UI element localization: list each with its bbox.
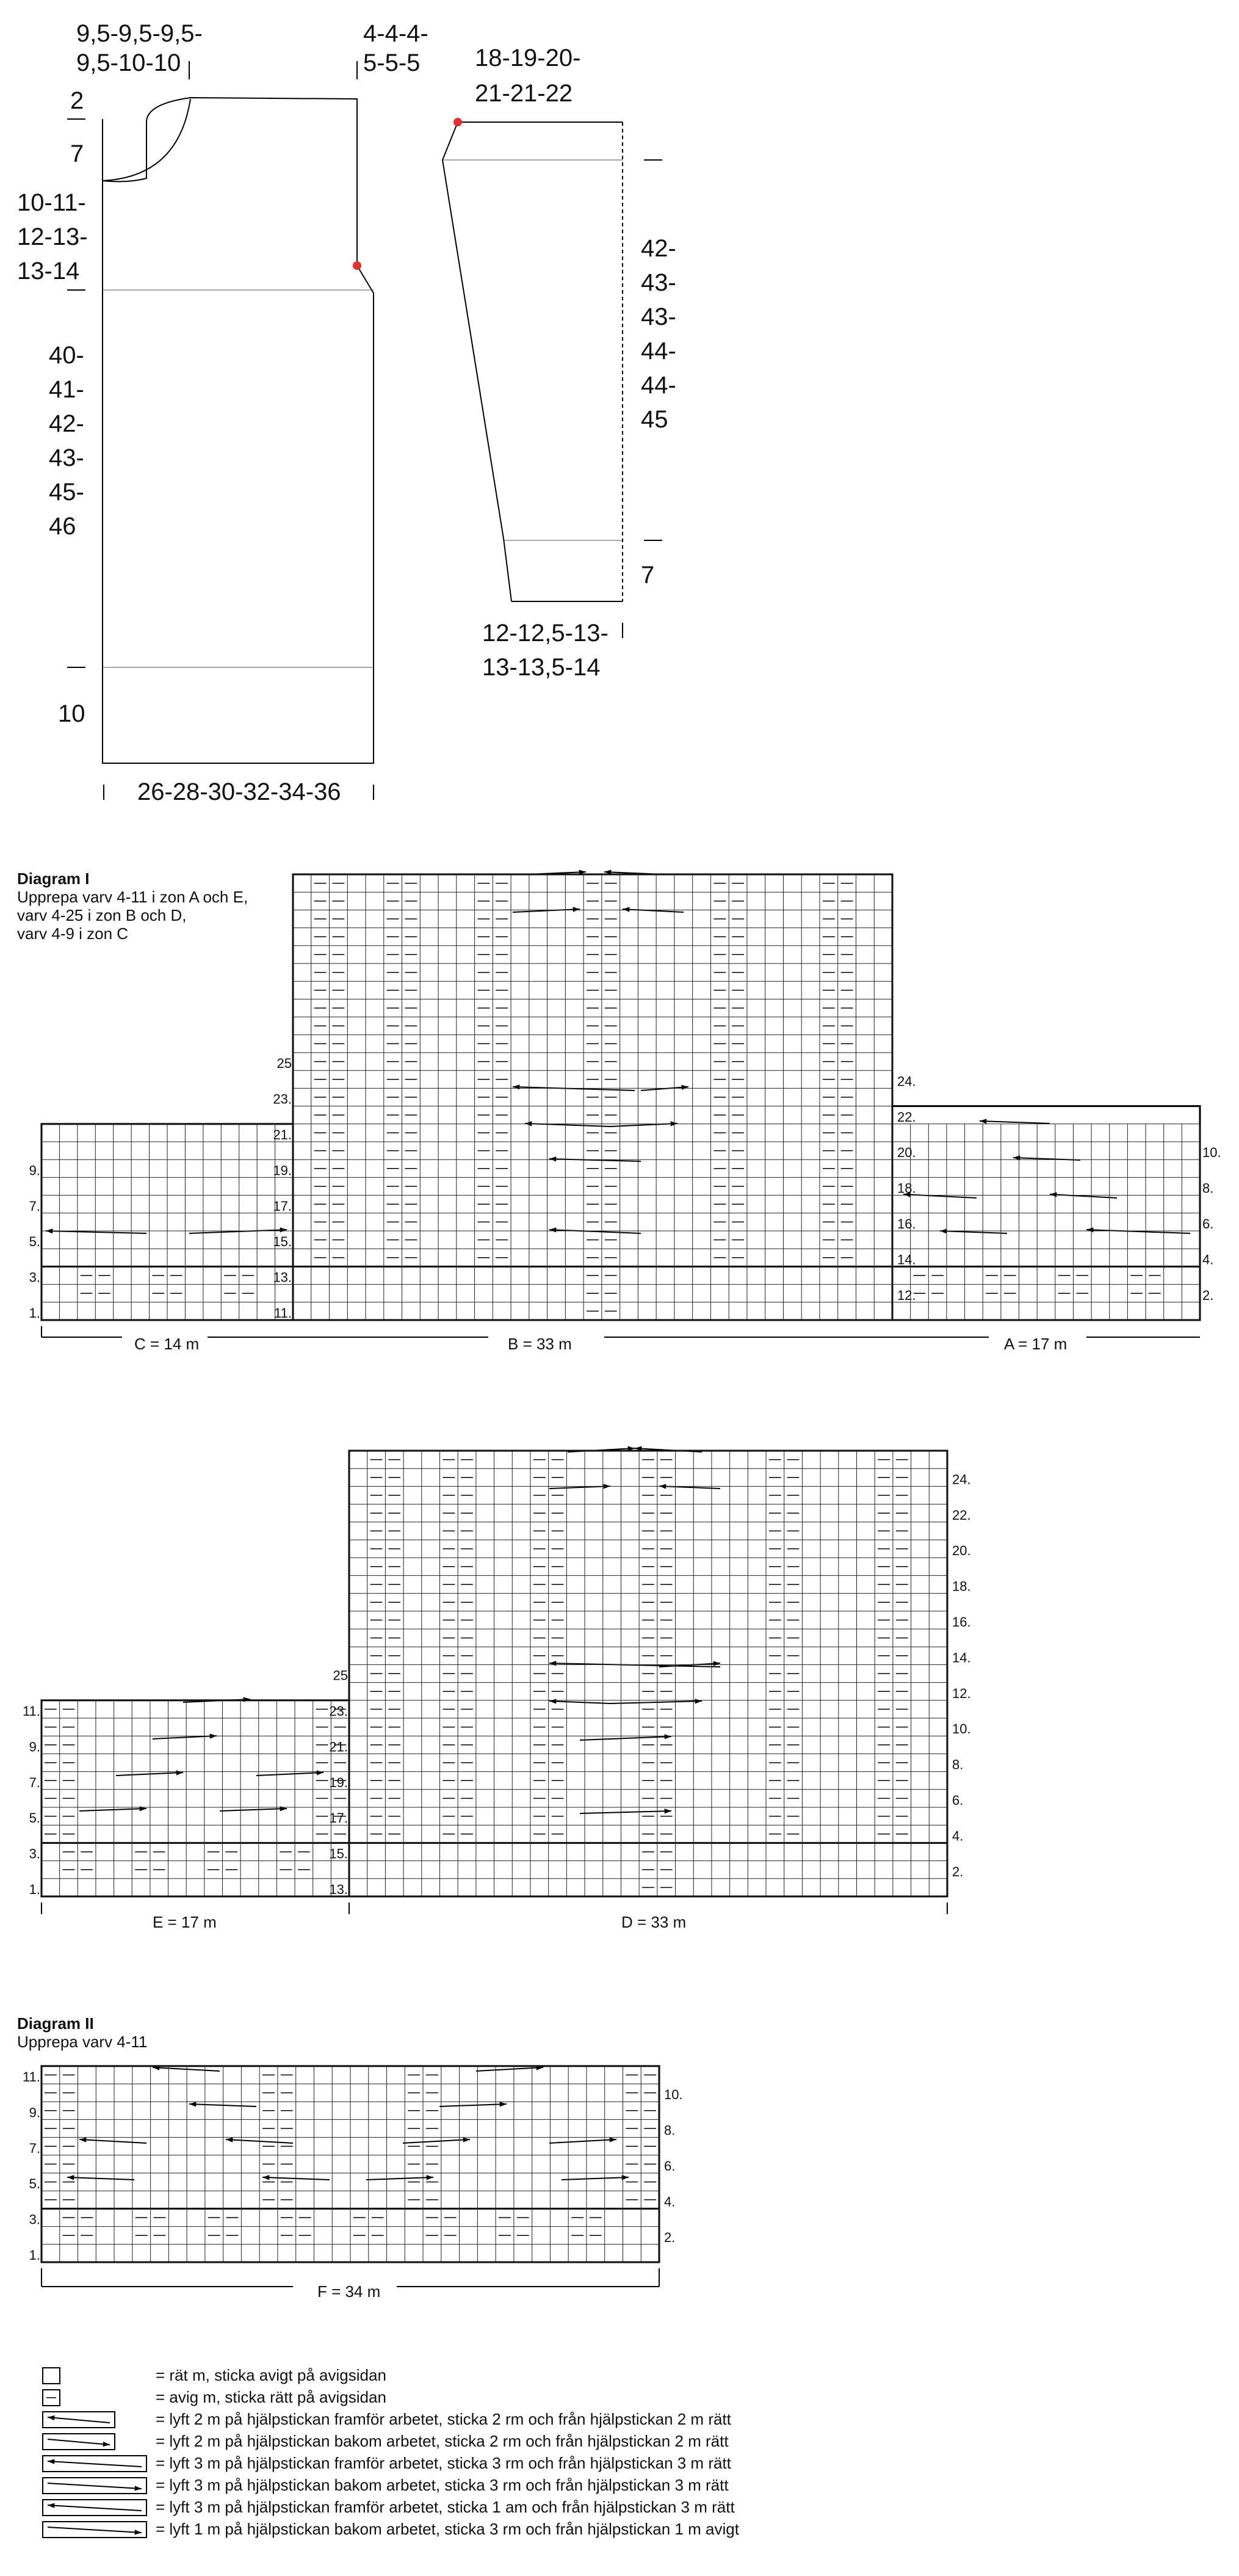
arrow-head: [226, 2138, 233, 2142]
row-number: 11.: [274, 1305, 292, 1321]
diagram1-title: Diagram I: [17, 869, 90, 888]
arrow-head: [980, 1119, 986, 1123]
armhole-label: 10-11-12-13-13-14: [17, 189, 88, 285]
legend: [43, 2366, 740, 2538]
arrow-head: [67, 2175, 74, 2180]
arrow-head: [549, 1156, 556, 1161]
diagram1-note-1: Upprepa varv 4-11 i zon A och E,: [17, 888, 248, 906]
row-number: 6.: [952, 1793, 964, 1808]
zone-d-label: D = 33 m: [621, 1913, 687, 1931]
diagram1-upper: [29, 869, 1221, 1337]
arrow-head: [135, 2530, 142, 2534]
row-number: 3.: [29, 1269, 40, 1285]
row-number: 2.: [1202, 1287, 1214, 1303]
row-number: 2.: [664, 2229, 676, 2245]
arrow-head: [48, 2459, 54, 2464]
cable-arrow: [1086, 1230, 1190, 1233]
row-number: 1.: [29, 2248, 40, 2263]
diagram2-note: Upprepa varv 4-11: [17, 2033, 148, 2051]
cable-arrow: [562, 2177, 629, 2180]
row-number: 10.: [664, 2087, 683, 2103]
row-number: 25: [276, 1056, 292, 1072]
arrow-head: [79, 2138, 86, 2142]
arrow-head: [713, 1661, 720, 1666]
row-number: 22.: [952, 1507, 971, 1523]
zone-a-label: A = 17 m: [1004, 1335, 1067, 1353]
cable-arrow: [940, 1231, 1007, 1233]
diagram1-note-3: varv 4-9 i zon C: [17, 924, 129, 943]
cable-arrow: [48, 2483, 142, 2489]
cable-arrow: [116, 1772, 183, 1776]
row-number: 11.: [23, 2069, 40, 2084]
cable-arrow: [153, 2067, 220, 2071]
row-number: 20.: [952, 1543, 971, 1559]
cable-arrow: [48, 2439, 110, 2445]
legend-item-7: = lyft 3 m på hjälpstickan framför arbetet, sticka 1 am och från hjälpstickan 3 m rätt: [156, 2498, 735, 2516]
row-number: 21.: [273, 1127, 292, 1142]
row-number: 9.: [29, 2105, 40, 2121]
zone-c-grid: [42, 1124, 293, 1320]
row-number: 23.: [273, 1091, 292, 1107]
cable-arrow: [48, 2527, 142, 2533]
cable-arrow: [79, 1809, 146, 1811]
marker-dot: [353, 261, 361, 270]
neck-width-label: 9,5-9,5-9,5-9,5-10-10: [76, 20, 203, 76]
legend-item-5: = lyft 3 m på hjälpstickan framför arbetet, sticka 3 rm och från hjälpstickan 3 m rätt: [156, 2454, 731, 2472]
arrow-head: [176, 1770, 183, 1775]
legend-item-6: = lyft 3 m på hjälpstickan bakom arbetet, sticka 3 rm och från hjälpstickan 3 m rätt: [156, 2476, 729, 2494]
row-number: 5.: [29, 1810, 40, 1826]
row-number: 7.: [29, 1774, 40, 1790]
sleeve-outline: [442, 122, 623, 601]
legend-item-8: = lyft 1 m på hjälpstickan bakom arbetet, sticka 3 rm och från hjälpstickan 1 m avigt: [156, 2520, 739, 2538]
row-number: 13.: [329, 1882, 348, 1897]
sleeve-bottom-label: 12-12,5-13-13-13,5-14: [482, 620, 609, 681]
legend-item-3: = lyft 2 m på hjälpstickan framför arbetet, sticka 2 rm och från hjälpstickan 2 m rätt: [156, 2410, 731, 2428]
row-number: 10.: [952, 1721, 971, 1737]
cable-arrow: [153, 1736, 217, 1739]
row-number: 23.: [329, 1703, 348, 1719]
body-schematic: [67, 61, 374, 800]
row-number: 9.: [29, 1163, 40, 1178]
diagram1-lower: [23, 1446, 971, 1914]
row-number: 11.: [23, 1703, 40, 1719]
row-number: 19.: [273, 1163, 292, 1178]
arrow-head: [317, 1770, 323, 1775]
row-number: 25: [333, 1667, 348, 1683]
row-number: 18.: [897, 1180, 916, 1196]
arrow-head: [280, 1227, 287, 1232]
cable-arrow: [641, 1087, 688, 1090]
row-number: 8.: [1202, 1180, 1214, 1196]
arrow-head: [135, 2486, 142, 2491]
neck-drop-label: 7: [70, 140, 84, 167]
row-number: 8.: [664, 2122, 676, 2138]
sleeve-schematic: [442, 118, 662, 638]
row-number: 6.: [1202, 1216, 1214, 1232]
legend-item-4: = lyft 2 m på hjälpstickan bakom arbetet, sticka 2 rm och från hjälpstickan 2 m rätt: [156, 2432, 729, 2450]
shoulder-width-label: 4-4-4-5-5-5: [363, 20, 428, 76]
cable-arrow: [549, 1701, 610, 1703]
cable-arrow: [1050, 1194, 1117, 1198]
zone-e-grid: [42, 1700, 349, 1896]
diagram2-title: Diagram II: [17, 2014, 94, 2033]
row-number: 14.: [952, 1650, 971, 1666]
cable-arrow: [48, 2505, 142, 2511]
cable-arrow: [513, 909, 580, 912]
row-number: 12.: [952, 1685, 971, 1701]
sleeve-marker-dot: [453, 118, 462, 126]
row-number: 3.: [29, 2211, 40, 2227]
cable-arrow: [580, 1736, 671, 1740]
cable-arrow: [549, 2139, 616, 2143]
arrow-head: [189, 2102, 196, 2106]
arrow-head: [623, 907, 629, 912]
knit-symbol: [43, 2368, 60, 2384]
arrow-head: [1086, 1227, 1093, 1232]
zone-f-label: F = 34 m: [317, 2282, 381, 2301]
arrow-head: [695, 1699, 702, 1703]
sleeve-rib-label: 7: [641, 562, 655, 589]
arrow-head: [463, 2138, 470, 2142]
arrow-head: [549, 1699, 556, 1703]
row-number: 24.: [897, 1073, 916, 1089]
cable-arrow: [439, 2104, 507, 2106]
cable-arrow: [580, 1811, 671, 1813]
row-number: 1.: [29, 1305, 40, 1321]
zone-a-grid: [892, 1124, 1200, 1320]
diagram1-note-2: varv 4-25 i zon B och D,: [17, 906, 187, 924]
zone-c-label: C = 14 m: [134, 1335, 200, 1353]
row-number: 17.: [273, 1198, 292, 1214]
row-number: 15.: [329, 1846, 348, 1862]
row-number: 24.: [952, 1471, 971, 1487]
diagram2: [23, 2066, 683, 2287]
row-number: 4.: [1202, 1252, 1214, 1268]
arrow-head: [549, 1661, 556, 1666]
row-number: 6.: [664, 2158, 676, 2174]
arrow-head: [1050, 1192, 1057, 1197]
arrow-head: [427, 2175, 433, 2180]
row-number: 4.: [664, 2194, 676, 2210]
row-number: 16.: [897, 1216, 916, 1232]
body-length-label: 40-41-42-43-45-46: [49, 342, 84, 540]
cable-arrow: [48, 2417, 110, 2423]
cable-arrow: [256, 1772, 323, 1776]
legend-symbols: [43, 2368, 146, 2538]
arrow-head: [262, 2175, 269, 2180]
sleeve-top-label: 18-19-20-21-21-22: [475, 45, 581, 107]
arrow-head: [48, 2503, 54, 2508]
cable-arrow: [189, 2104, 256, 2106]
arrow-head: [244, 1697, 250, 1702]
cable-arrow: [549, 1159, 641, 1161]
row-number: 5.: [29, 1234, 40, 1250]
legend-item-2: = avig m, sticka rätt på avigsidan: [156, 2388, 386, 2406]
arrow-head: [573, 907, 580, 912]
row-number: 18.: [952, 1578, 971, 1594]
row-number: 20.: [897, 1145, 916, 1161]
arrow-head: [610, 2138, 616, 2142]
row-number: 1.: [29, 1882, 40, 1897]
row-number: 17.: [329, 1810, 348, 1826]
rib-length-label: 10: [58, 700, 85, 727]
body-width-label: 26-28-30-32-34-36: [137, 778, 341, 805]
cable-arrow: [549, 1230, 641, 1233]
row-number: 7.: [29, 2140, 40, 2156]
row-number: 10.: [1202, 1145, 1221, 1161]
row-number: 14.: [897, 1252, 916, 1268]
row-number: 2.: [952, 1863, 964, 1879]
cable-arrow: [79, 2139, 146, 2143]
sleeve-length-label: 42-43-43-44-44-45: [641, 235, 676, 433]
row-number: 19.: [329, 1774, 348, 1790]
neck-depth-label: 2: [70, 87, 84, 114]
cable-arrow: [610, 1701, 702, 1703]
row-number: 3.: [29, 1846, 40, 1862]
zone-f-grid: [42, 2066, 659, 2262]
cable-arrow: [513, 1087, 635, 1090]
row-number: 8.: [952, 1757, 964, 1772]
row-number: 9.: [29, 1739, 40, 1755]
legend-item-1: = rät m, sticka avigt på avigsidan: [156, 2366, 386, 2384]
arrow-head: [549, 1227, 556, 1232]
row-number: 4.: [952, 1828, 964, 1844]
row-number: 16.: [952, 1614, 971, 1630]
zone-b-label: B = 33 m: [508, 1335, 572, 1353]
arrow-head: [665, 1734, 671, 1739]
arrow-head: [500, 2102, 507, 2106]
cable-arrow: [48, 2461, 142, 2467]
cable-arrow: [189, 1230, 287, 1233]
row-number: 21.: [329, 1739, 348, 1755]
body-outline: [103, 98, 374, 763]
row-number: 5.: [29, 2176, 40, 2192]
row-number: 7.: [29, 1198, 40, 1214]
row-number: 12.: [897, 1287, 916, 1303]
arrow-head: [513, 1084, 519, 1089]
cable-arrow: [67, 2177, 134, 2180]
row-number: 22.: [897, 1109, 916, 1125]
cable-arrow: [476, 2067, 543, 2071]
chart-grids: [23, 869, 1221, 2287]
cable-arrow: [403, 2139, 470, 2143]
arrow-head: [665, 1809, 671, 1813]
row-number: 15.: [273, 1234, 292, 1250]
zone-e-label: E = 17 m: [153, 1913, 217, 1931]
cable-arrow: [980, 1121, 1050, 1123]
row-number: 13.: [273, 1269, 292, 1285]
